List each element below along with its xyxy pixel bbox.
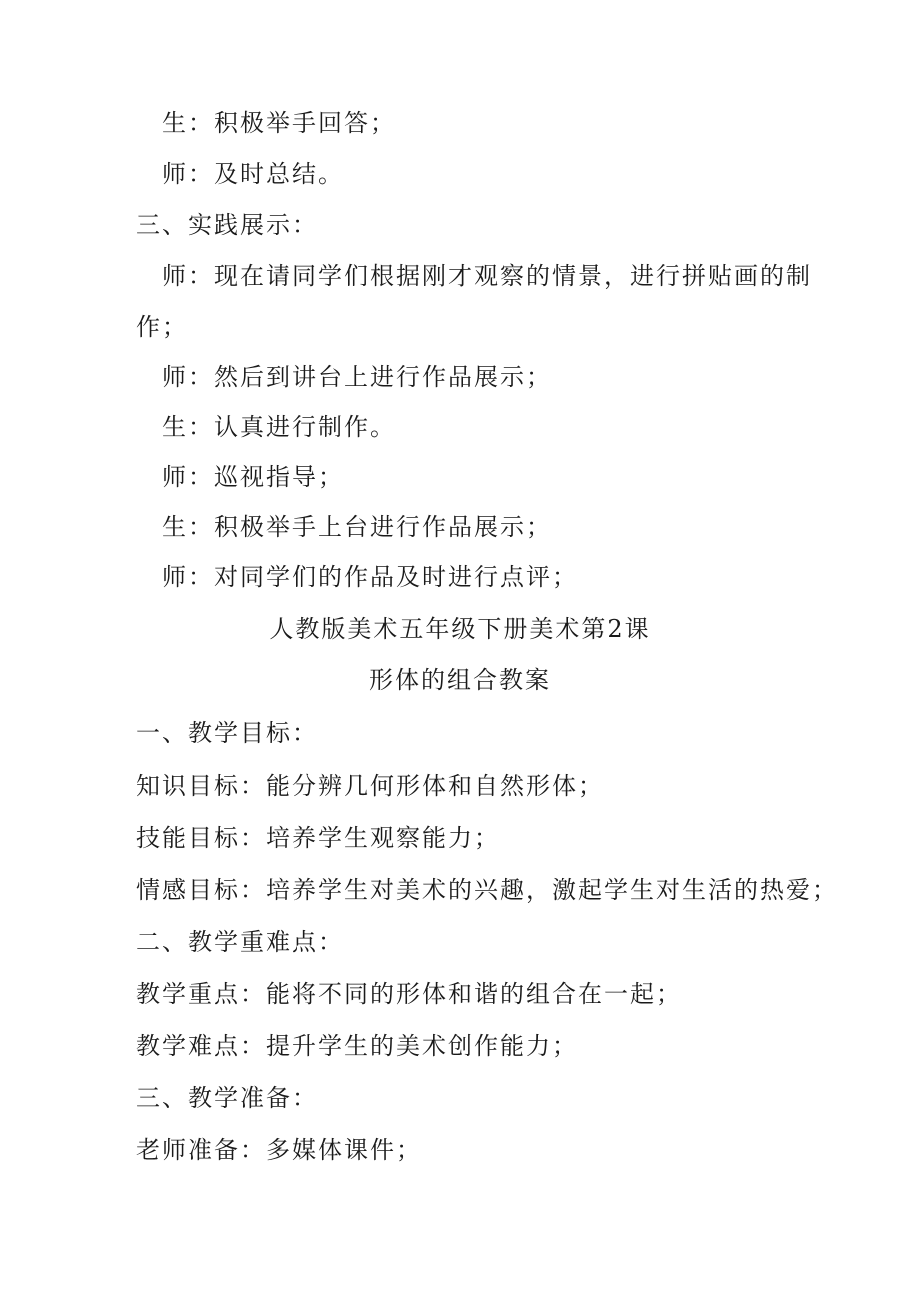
lesson-title: 人教版美术五年级下册美术第2课 <box>269 615 651 643</box>
dialogue-line: 师：及时总结。 <box>162 160 344 188</box>
section-heading: 三、教学准备： <box>136 1084 318 1112</box>
dialogue-line: 师：巡视指导； <box>162 463 344 491</box>
dialogue-line: 师：对同学们的作品及时进行点评； <box>162 563 578 591</box>
lesson-subtitle: 形体的组合教案 <box>369 666 551 694</box>
content-line: 教学难点：提升学生的美术创作能力； <box>136 1032 578 1060</box>
dialogue-line: 生：认真进行制作。 <box>162 413 396 441</box>
content-line: 知识目标：能分辨几何形体和自然形体； <box>136 772 604 800</box>
dialogue-line: 师：现在请同学们根据刚才观察的情景，进行拼贴画的制 <box>162 262 812 290</box>
section-heading: 一、教学目标： <box>136 719 318 747</box>
content-line: 教学重点：能将不同的形体和谐的组合在一起； <box>136 980 682 1008</box>
dialogue-line: 师：然后到讲台上进行作品展示； <box>162 363 552 391</box>
dialogue-line: 生：积极举手回答； <box>162 109 396 137</box>
section-heading: 三、实践展示： <box>136 211 318 239</box>
section-heading: 二、教学重难点： <box>136 928 344 956</box>
content-line: 技能目标：培养学生观察能力； <box>136 824 500 852</box>
dialogue-line: 生：积极举手上台进行作品展示； <box>162 513 552 541</box>
content-line: 老师准备：多媒体课件； <box>136 1136 422 1164</box>
content-line: 情感目标：培养学生对美术的兴趣，激起学生对生活的热爱； <box>136 876 838 904</box>
dialogue-line-continuation: 作； <box>136 313 188 341</box>
